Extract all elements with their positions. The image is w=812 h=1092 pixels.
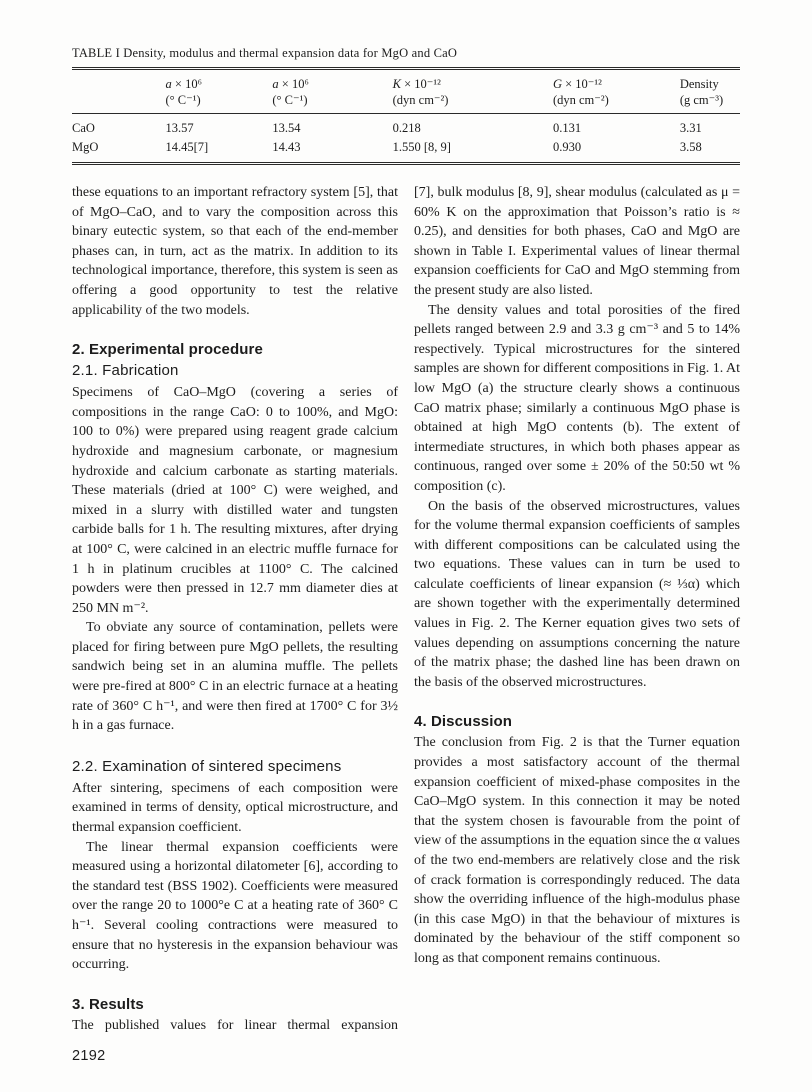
page-number: 2192 bbox=[72, 1048, 106, 1064]
header-line1: × 10⁻¹² bbox=[400, 77, 441, 91]
paragraph: The published values for linear thermal expansion bbox=[72, 1017, 398, 1033]
table-header-cell bbox=[393, 69, 553, 114]
subsection-heading: 2.1. Fabrication bbox=[72, 362, 179, 380]
table-header-cell bbox=[166, 69, 273, 114]
table-title: TABLE I Density, modulus and thermal expansion data for MgO and CaO bbox=[72, 46, 458, 60]
header-line2: (g cm⁻³) bbox=[679, 93, 724, 107]
table-body bbox=[72, 114, 740, 164]
table-cell: 0.218 bbox=[392, 121, 421, 135]
data-table-block bbox=[72, 46, 740, 165]
two-column-text bbox=[72, 183, 740, 1035]
header-line1: × 10⁶ bbox=[278, 77, 309, 91]
subsection-heading: 2.2. Examination of sintered specimens bbox=[72, 757, 342, 775]
table-cell: 13.57 bbox=[165, 121, 194, 135]
table-header-cell bbox=[72, 69, 166, 114]
header-line2: (dyn cm⁻²) bbox=[392, 93, 449, 107]
table-cell: 0.131 bbox=[552, 121, 582, 135]
header-variable: a bbox=[272, 77, 279, 91]
section-heading: 3. Results bbox=[72, 995, 144, 1013]
table-row bbox=[72, 138, 740, 164]
table-cell: 1.550 [8, 9] bbox=[392, 140, 451, 154]
paragraph: [7], bulk modulus [8, 9], shear modulus (calculated as μ = 60% K on the approximation that Poisson’s ratio is ≈ 0.25), and densities for both phases, CaO and MgO are shown in Table I. Experimental values of linear thermal expansion coefficients for CaO and MgO stemming from the present study are also listed. bbox=[414, 185, 740, 298]
section-heading: 4. Discussion bbox=[414, 713, 513, 731]
row-label: MgO bbox=[72, 140, 99, 154]
header-line2: (° C⁻¹) bbox=[272, 93, 308, 107]
table-cell: 0.930 bbox=[552, 140, 582, 154]
paragraph: The density values and total porosities of the fired pellets ranged between 2.9 and 3.3 g cm⁻³ and 5 to 14% respectively. Typical microstructures for the sintered samples are shown for different compositions in Fig. 1. At low MgO (a) the structure clearly shows a continuous CaO matrix phase; similarly a continuous MgO phase is obtained at high MgO contents (b). The extent of intermediate structures, in which both phases appear as continuous, ranged over some ± 20% of the 50:50 wt % composition (c). bbox=[414, 302, 740, 494]
header-line1: × 10⁶ bbox=[171, 77, 202, 91]
section-heading: 2. Experimental procedure bbox=[72, 341, 263, 359]
header-variable: K bbox=[392, 77, 401, 91]
paragraph: After sintering, specimens of each composition were examined in terms of density, optical microstructure, and thermal expansion coefficient. bbox=[72, 780, 398, 836]
paragraph: To obviate any source of contamination, pellets were placed for firing between pure MgO pellets, the resulting sandwich being set in an alumina muffle. The pellets were pre-fired at 800° C in an electric furnace at a heating rate of 360° C h⁻¹, and were then fired at 1700° C for 3½ h in a gas furnace. bbox=[72, 620, 398, 734]
right-column bbox=[414, 183, 740, 1035]
paragraph: The linear thermal expansion coefficients were measured using a horizontal dilatometer [6], according to the standard test (BSS 1902). Coefficients were measured over the range 20 to 1000°e C at a heating rate of 360° C h⁻¹. Several cooling contractions were measured to ensure that no hysteresis in the expansion behaviour was occurring. bbox=[72, 839, 398, 973]
paragraph: Specimens of CaO–MgO (covering a series of compositions in the range CaO: 0 to 100%, and MgO: 100 to 0%) were prepared using reagent grade calcium hydroxide and magnesium carbonate, or magnesium hydroxide and calcium carbonate as starting materials. These materials (dried at 100° C) were weighed, and mixed in a slurry with distilled water and tungsten carbide balls for 1 h. The resulting mixtures, after drying at 100° C, were calcined in an electric muffle furnace for 1 h in platinum crucibles at 1100° C. The calcined powders were then pressed in 12.7 mm diameter dies at 250 MN m⁻². bbox=[72, 385, 398, 616]
data-table bbox=[72, 67, 740, 165]
header-line1: Density bbox=[679, 77, 719, 91]
header-variable: G bbox=[552, 77, 562, 91]
header-line2: (° C⁻¹) bbox=[165, 93, 201, 107]
left-column bbox=[72, 183, 398, 1035]
paragraph: On the basis of the observed microstructures, values for the volume thermal expansion coefficients of samples with different compositions can be calculated using the two equations. These values can in turn be used to calculate coefficients of linear expansion (≈ ⅓α) which are shown together with the experimentally determined values in Fig. 2. The Kerner equation gives two sets of values depending on assumptions concerning the nature of the matrix phase; the dashed line has been drawn on the basis of the observed microstructures. bbox=[414, 498, 740, 690]
table-row bbox=[72, 114, 740, 139]
row-label: CaO bbox=[72, 121, 95, 135]
table-cell: 14.43 bbox=[272, 140, 301, 154]
table-header-cell bbox=[553, 69, 680, 114]
header-line2: (dyn cm⁻²) bbox=[552, 93, 609, 107]
paragraph: The conclusion from Fig. 2 is that the Turner equation provides a most satisfactory account of the thermal expansion coefficient of mixed-phase composites in the CaO–MgO system. In this connection it may be noted that the system chosen is favourable from the point of view of the assumptions in the equation since the α values of the two end-members are relatively close and the risk of crack formation is correspondingly reduced. The data show the overriding influence of the high-modulus phase (in this case MgO) in that the behaviour of mixtures is dominated by the behaviour of the stiff component so long as that component remains continuous. bbox=[414, 735, 740, 966]
header-variable: a bbox=[165, 77, 172, 91]
table-header-row bbox=[72, 69, 740, 114]
header-line1: × 10⁻¹² bbox=[561, 77, 602, 91]
table-cell: 13.54 bbox=[272, 121, 301, 135]
table-cell: 3.31 bbox=[679, 121, 702, 135]
paragraph: these equations to an important refractory system [5], that of MgO–CaO, and to vary the composition across this binary eutectic system, so that each of the end-member phases can, in turn, act as the matrix. In addition to its technological importance, therefore, this system is seen as offering a good opportunity to test the relative applicability of the two models. bbox=[72, 185, 398, 318]
table-cell: 14.45[7] bbox=[165, 140, 209, 154]
table-cell: 3.58 bbox=[679, 140, 702, 154]
table-header-cell bbox=[680, 69, 740, 114]
table-header-cell bbox=[272, 69, 392, 114]
